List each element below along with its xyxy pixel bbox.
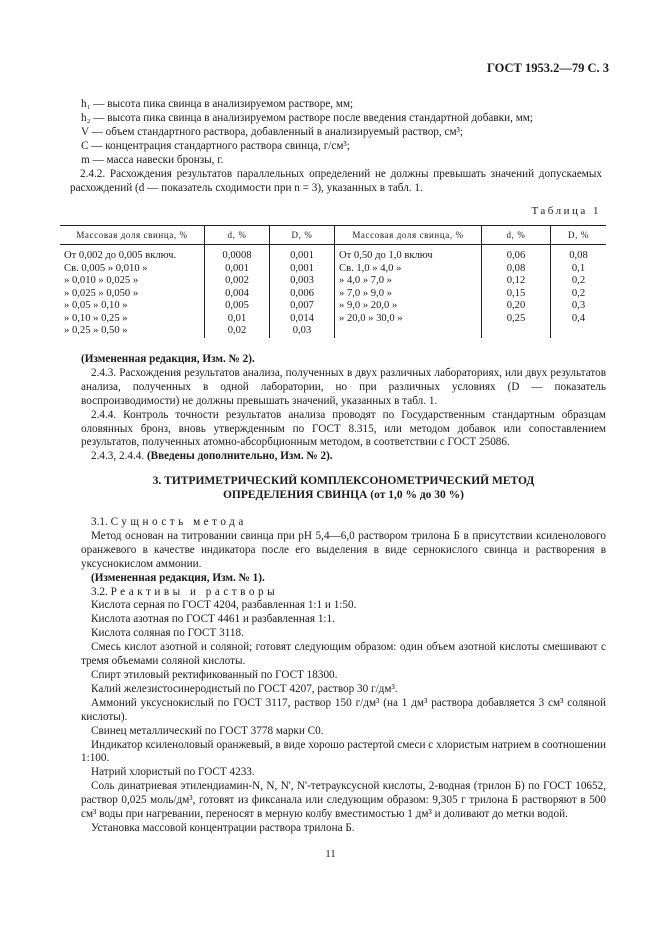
section-3-body	[81, 516, 606, 836]
reagent-item: Установка массовой концентрации раствора трилона Б.	[91, 821, 355, 834]
definition-h1: h₁ — высота пика свинца в анализируемом растворе, мм;	[81, 98, 354, 110]
col-header-d-2: d, %	[482, 226, 551, 245]
table-cell: 0,08	[551, 245, 607, 263]
reagent-item: Смесь кислот азотной и соляной; готовят следующим образом: один объем азотной кислоты смешивают с тремя объемами соляной кислоты.	[81, 641, 606, 668]
subsection-3-1-title: Сущность метода	[110, 516, 247, 528]
table-cell: Св. 0,005 » 0,010 »	[64, 262, 148, 274]
paragraph-2-4-3: 2.4.3. Расхождения результатов анализа, полученных в двух различных лабораториях, или двух результатов анализа, полученных в одной лаборатории, но при различных условиях (D — показатель воспроизводимости) не должны превышать значений, указанных в табл. 1.	[81, 366, 606, 407]
col-header-big-d: D, %	[270, 226, 335, 245]
page-number: 11	[325, 848, 336, 860]
table-cell: » 9,0 » 20,0 »	[335, 300, 482, 313]
table-cell	[335, 325, 482, 338]
table-header-row	[60, 226, 606, 245]
reagent-item: Кислота соляная по ГОСТ 3118.	[91, 627, 244, 640]
reagent-item: Аммоний уксуснокислый по ГОСТ 3117, раствор 150 г/дм³ (на 1 дм³ раствора добавляется 3 см³ соляной кислоты).	[81, 696, 606, 723]
table-cell: 0,005	[205, 300, 270, 313]
table-1	[60, 225, 606, 338]
table-cell: 0,01	[205, 313, 270, 326]
table-cell: От 0,002 до 0,005 включ.	[64, 250, 177, 261]
subsection-3-2-heading	[81, 586, 606, 600]
table-cell: » 0,25 » 0,50 »	[64, 325, 128, 336]
table-cell: 0,2	[551, 288, 607, 301]
table-row	[60, 300, 606, 313]
amendment-note: (Измененная редакция, Изм. № 2).	[81, 353, 255, 365]
table-row	[60, 325, 606, 338]
paragraph-2-4-4: 2.4.4. Контроль точности результатов анализа проводят по Государственным стандартным образцам оловянных бронз, вновь утвержденным по ГОСТ 8.315, или методом добавок или сопоставлением результатов, полученных атомно-абсорбционным методом, в соответствии с ГОСТ 25086.	[81, 408, 606, 449]
paragraph-3-1: Метод основан на титровании свинца при pH 5,4—6,0 раствором трилона Б в присутствии ксиленолового оранжевого в качестве индикатора после его выделения в виде сернокислого свинца и растворения в уксуснокислом аммонии.	[81, 529, 606, 570]
reagent-item: Кислота азотная по ГОСТ 4461 и разбавленная 1:1.	[91, 613, 335, 626]
reagent-item: Соль динатриевая этилендиамин-N, N, N', N'-тетрауксусной кислоты, 2-водная (трилон Б) по ГОСТ 10652, раствор 0,025 моль/дм³, готовят из фиксанала или следующим образом: 9,305 г трилона Б растворяют в 500 см³ воды при нагревании, переносят в мерную колбу вместимостью 1 дм³ и доливают до метки водой.	[81, 780, 606, 821]
table-caption: Таблица 1	[531, 205, 601, 217]
table-cell: 0,1	[551, 263, 607, 276]
amendment-note-3: (Измененная редакция, Изм. № 1).	[91, 571, 265, 584]
table-cell: 0,001	[270, 263, 335, 276]
paragraph-text: 2.4.2. Расхождения результатов параллельных определений не должны превышать значений допускаемых расхождений (d — показатель сходимости при n = 3), указанных в табл. 1.	[70, 168, 602, 194]
definitions-list	[81, 98, 601, 168]
table-row	[60, 275, 606, 288]
table-cell: 0,004	[205, 288, 270, 301]
table-row	[60, 288, 606, 301]
section-title-line-2: ОПРЕДЕЛЕНИЯ СВИНЦА (от 1,0 % до 30 %)	[222, 489, 465, 501]
reagent-item: Кислота серная по ГОСТ 4204, разбавленная 1:1 и 1:50.	[91, 599, 357, 612]
definition-v: V — объем стандартного раствора, добавленный в анализируемый раствор, см³;	[81, 125, 463, 138]
table-cell	[482, 325, 551, 338]
definition-c: C — концентрация стандартного раствора свинца, г/см³;	[81, 139, 350, 152]
table-cell: 0,02	[205, 325, 270, 338]
subsection-3-2-title: Реактивы и растворы	[110, 585, 279, 598]
table-row	[60, 313, 606, 326]
col-header-big-d-2: D, %	[551, 226, 607, 245]
table-cell: » 0,05 » 0,10 »	[64, 300, 128, 311]
amendment-note-2-text: (Введены дополнительно, Изм. № 2).	[146, 450, 333, 463]
table-cell: 0,2	[551, 275, 607, 288]
subsection-3-1-heading	[81, 516, 606, 530]
table-cell: » 0,025 » 0,050 »	[64, 287, 139, 299]
reagent-item: Свинец металлический по ГОСТ 3778 марки С0.	[91, 724, 324, 737]
col-header-d: d, %	[205, 226, 270, 245]
table-cell: » 0,10 » 0,25 »	[64, 312, 128, 324]
table-cell: 0,15	[482, 288, 551, 301]
table-cell: 0,002	[205, 275, 270, 288]
table-cell: » 20,0 » 30,0 »	[335, 313, 482, 326]
table-cell: » 4,0 » 7,0 »	[335, 275, 482, 288]
table-cell: 0,20	[482, 300, 551, 313]
amendment-note-2-prefix: 2.4.3, 2.4.4.	[91, 450, 145, 463]
table-cell: 0,001	[205, 263, 270, 276]
table-cell: 0,03	[270, 325, 335, 338]
section-title-line-1: 3. ТИТРИМЕТРИЧЕСКИЙ КОМПЛЕКСОНОМЕТРИЧЕСКИЙ МЕТОД	[152, 475, 535, 487]
col-header-mass-fraction: Массовая доля свинца, %	[60, 226, 205, 245]
table-cell: От 0,50 до 1,0 включ	[335, 245, 482, 263]
table-cell: » 7,0 » 9,0 »	[335, 288, 482, 301]
table-cell: 0,001	[270, 245, 335, 263]
paragraph-2-4-2	[70, 168, 602, 196]
subsection-3-1-number: 3.1.	[91, 516, 108, 528]
col-header-mass-fraction-2: Массовая доля свинца, %	[335, 226, 482, 245]
table-cell: » 0,010 » 0,025 »	[64, 275, 139, 286]
table-row	[60, 245, 606, 263]
definition-h2: h₂ — высота пика свинца в анализируемом растворе после введения стандартной добавки, мм;	[81, 111, 533, 124]
table-cell	[551, 325, 607, 338]
table-cell: 0,08	[482, 263, 551, 276]
section-3-heading	[81, 474, 606, 502]
reagent-item: Натрий хлористый по ГОСТ 4233.	[91, 766, 255, 779]
table-cell: 0,3	[551, 300, 607, 313]
table-cell: 0,25	[482, 313, 551, 326]
table-cell: 0,007	[270, 300, 335, 313]
reagent-item: Спирт этиловый ректификованный по ГОСТ 18300.	[91, 668, 338, 681]
table-cell: 0,006	[270, 288, 335, 301]
table-cell: 0,12	[482, 275, 551, 288]
reagent-item: Индикатор ксиленоловый оранжевый, в виде хорошо растертой смеси с хлористым натрием в соотношении 1:100.	[81, 738, 606, 765]
table-cell: 0,014	[270, 313, 335, 326]
table-cell: Св. 1,0 » 4,0 »	[335, 263, 482, 276]
table-cell: 0,0008	[205, 245, 270, 263]
page-header: ГОСТ 1953.2—79 С. 3	[486, 61, 609, 75]
reagent-item: Калий железистосинеродистый по ГОСТ 4207, раствор 30 г/дм³.	[91, 682, 398, 695]
table-cell: 0,06	[482, 245, 551, 263]
subsection-3-2-number: 3.2.	[91, 585, 108, 598]
table-row	[60, 263, 606, 276]
amendment-note-2	[81, 450, 606, 464]
table-cell: 0,4	[551, 313, 607, 326]
table-cell: 0,003	[270, 275, 335, 288]
section-2-4-continued	[81, 353, 606, 464]
definition-m: m — масса навески бронзы, г.	[81, 153, 224, 166]
